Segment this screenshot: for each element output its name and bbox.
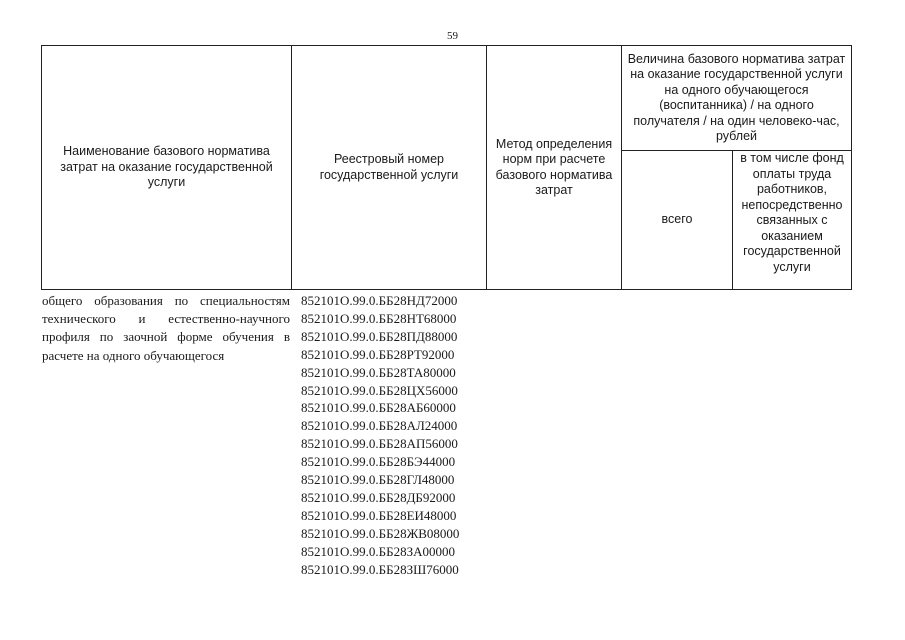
registry-code: 852101О.99.0.ББ28АЛ24000	[301, 418, 458, 434]
header-registry-cell: Реестровый номер государственной услуги	[292, 46, 487, 290]
page-number: 59	[447, 30, 458, 42]
registry-code: 852101О.99.0.ББ28НТ68000	[301, 310, 457, 326]
header-incl-cell: в том числе фонд оплаты труда работников, непосредственно связанных с оказанием государственной услуги	[733, 151, 852, 290]
header-method-cell: Метод определения норм при расчете базового норматива затрат	[487, 46, 622, 290]
registry-code: 852101О.99.0.ББ28ПД88000	[301, 328, 458, 344]
table-header	[41, 45, 852, 290]
registry-code: 852101О.99.0.ББ28БЭ44000	[301, 454, 456, 470]
registry-code: 852101О.99.0.ББ28ЖВ08000	[301, 525, 460, 541]
registry-code: 852101О.99.0.ББ28ТА80000	[301, 364, 456, 380]
header-total-cell: всего	[622, 151, 733, 290]
registry-code: 852101О.99.0.ББ28ЗА00000	[301, 543, 455, 559]
service-name-text: общего образования по специальностям технического и естественно-научного профиля по заочной форме обучения в расчете на одного обучающегося	[42, 293, 290, 363]
registry-code: 852101О.99.0.ББ28ГЛ48000	[301, 472, 455, 488]
registry-code: 852101О.99.0.ББ28ЕИ48000	[301, 507, 457, 523]
header-value-cell: Величина базового норматива затрат на оказание государственной услуги на одного обучающегося (воспитанника) / на одного получателя / на один человеко-час, рублей	[622, 46, 852, 151]
registry-code-list	[301, 292, 459, 579]
registry-code: 852101О.99.0.ББ28ДБ92000	[301, 489, 456, 505]
registry-code: 852101О.99.0.ББ28НД72000	[301, 293, 458, 308]
registry-code: 852101О.99.0.ББ28ЦХ56000	[301, 382, 458, 398]
header-name-cell: Наименование базового норматива затрат на оказание государственной услуги	[42, 46, 292, 290]
registry-code: 852101О.99.0.ББ28ЗШ76000	[301, 561, 459, 577]
registry-code: 852101О.99.0.ББ28РТ92000	[301, 346, 455, 362]
registry-code: 852101О.99.0.ББ28АП56000	[301, 436, 458, 452]
registry-code: 852101О.99.0.ББ28АБ60000	[301, 400, 456, 416]
